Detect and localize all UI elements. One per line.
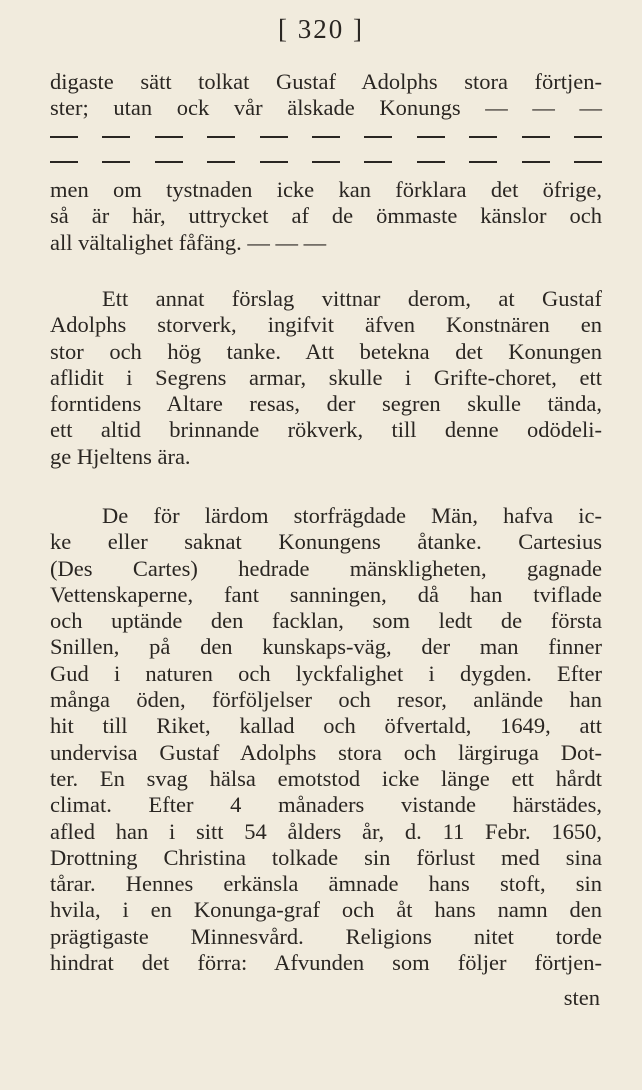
text-line: men om tystnaden icke kan förklara det öfrige, [50, 177, 602, 202]
text-line: ke eller saknat Konungens åtanke. Cartesius [50, 529, 602, 555]
text-line: (Des Cartes) hedrade mänskligheten, gagnade [50, 555, 602, 581]
text-line: så är här, uttrycket af de ömmaste känslor och [50, 203, 602, 229]
dash-row [50, 136, 602, 138]
text-line: climat. Efter 4 månaders vistande härstädes, [50, 792, 602, 818]
text-line: ge Hjeltens ära. [50, 443, 191, 469]
text-line: Drottning Christina tolkade sin förlust med sina [50, 844, 602, 870]
text-line: afled han i sitt 54 ålders år, d. 11 Febr. 1650, [50, 818, 602, 844]
page-number-header: [ 320 ] [278, 14, 364, 44]
text-line: Adolphs storverk, ingifvit äfven Konstnären en [50, 312, 602, 338]
text-line: stor och hög tanke. Att betekna det Konungen [50, 338, 602, 364]
text-line: Ett annat förslag vittnar derom, at Gustaf [102, 286, 602, 311]
text-line: prägtigaste Minnesvård. Religions nitet torde [50, 923, 602, 949]
paragraph-continuation [50, 69, 602, 122]
text-line: hindrat det förra: Afvunden som följer förtjen- [50, 950, 602, 976]
text-line: och uptände den facklan, som ledt de första [50, 608, 602, 634]
paragraph [50, 177, 602, 256]
text-line: ter. En svag hälsa emotstod icke länge ett hårdt [50, 765, 602, 791]
text-line: ett altid brinnande rökverk, till denne odödeli- [50, 417, 602, 443]
text-line: hvila, i en Konunga-graf och åt hans namn den [50, 897, 602, 923]
text-line: ster; utan ock vår älskade Konungs — — — [50, 95, 602, 121]
text-line: Gud i naturen och lyckfalighet i dygden. Efter [50, 660, 602, 686]
text-line: forntidens Altare resas, der segren skulle tända, [50, 391, 602, 417]
text-line: undervisa Gustaf Adolphs stora och lärgiruga Dot- [50, 739, 602, 765]
catchword: sten [563, 985, 600, 1010]
text-line: tårar. Hennes erkänsla ämnade hans stoft, sin [50, 871, 602, 897]
text-line: digaste sätt tolkat Gustaf Adolphs stora förtjen- [50, 69, 602, 94]
paragraph [50, 503, 602, 976]
text-line: aflidit i Segrens armar, skulle i Grifte-choret, ett [50, 364, 602, 390]
text-line: många öden, förföljelser och resor, anlände han [50, 687, 602, 713]
text-line: Snillen, på den kunskaps-väg, der man finner [50, 634, 602, 660]
dash-row [50, 161, 602, 163]
paragraph [50, 286, 602, 470]
text-line: hit till Riket, kallad och öfvertald, 1649, att [50, 713, 602, 739]
text-line: De för lärdom storfrägdade Män, hafva ic- [102, 503, 602, 528]
text-line: Vettenskaperne, fant sanningen, då han tviflade [50, 581, 602, 607]
text-line: all vältalighet fåfäng. — — — [50, 229, 327, 255]
